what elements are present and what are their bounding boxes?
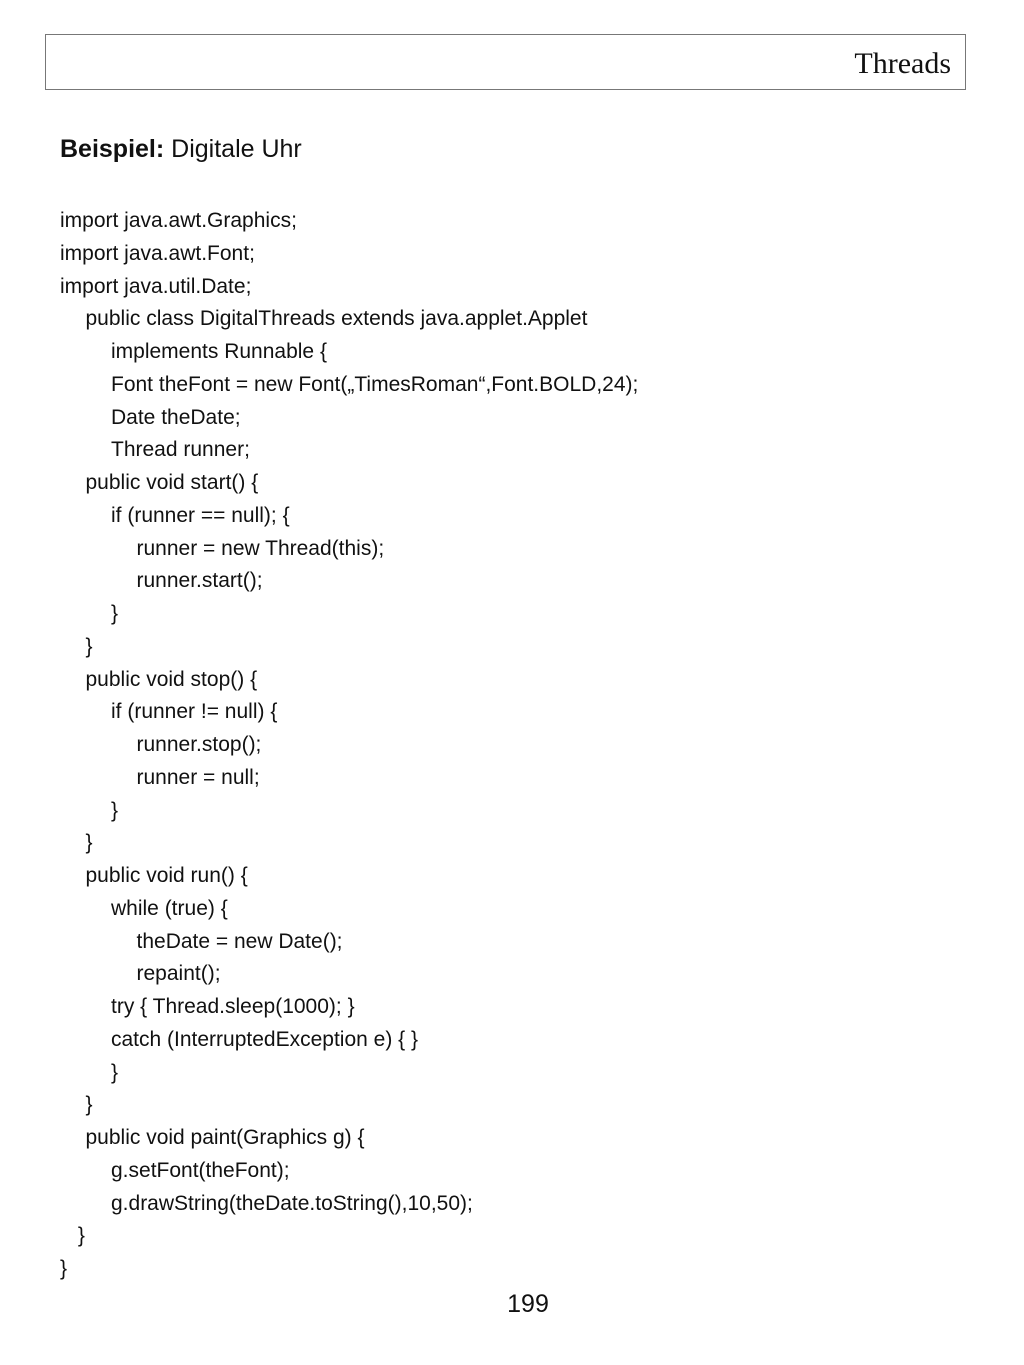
code-line: import java.awt.Font; — [60, 241, 255, 265]
code-line: runner.start(); — [136, 569, 263, 593]
code-line: } — [77, 1224, 85, 1248]
code-line: } — [85, 1093, 93, 1117]
page-number: 199 — [507, 1290, 549, 1318]
slide-heading — [60, 132, 302, 166]
code-line: } — [111, 798, 119, 822]
header-title: Threads — [854, 47, 951, 80]
code-line: public void run() { — [85, 864, 248, 887]
code-line: runner = new Thread(this); — [136, 536, 385, 560]
code-line: if (runner != null) { — [111, 700, 278, 724]
code-line: } — [111, 1060, 119, 1084]
code-line: runner = null; — [136, 765, 260, 789]
code-line: } — [111, 602, 119, 625]
code-line: catch (InterruptedException e) { } — [111, 1027, 419, 1051]
code-listing — [60, 205, 638, 1286]
code-line: if (runner == null); { — [111, 503, 290, 527]
code-line: g.drawString(theDate.toString(),10,50); — [111, 1191, 473, 1215]
code-line: Date theDate; — [111, 405, 241, 429]
code-line: import java.awt.Graphics; — [60, 209, 297, 232]
code-line: public void start() { — [85, 471, 259, 494]
code-line: } — [60, 1257, 68, 1280]
code-line: implements Runnable { — [111, 340, 327, 363]
code-line: public void stop() { — [85, 667, 258, 691]
code-line: Thread runner; — [111, 438, 250, 462]
code-line: Font theFont = new Font(„TimesRoman“,Font.BOLD,24); — [111, 372, 639, 396]
code-line: } — [85, 634, 93, 658]
code-line: public void paint(Graphics g) { — [85, 1126, 365, 1149]
code-line: runner.stop(); — [136, 733, 262, 756]
code-line: while (true) { — [111, 896, 228, 920]
code-line: try { Thread.sleep(1000); } — [111, 995, 355, 1018]
code-line: public class DigitalThreads extends java.applet.Applet — [85, 307, 588, 331]
code-line: } — [85, 831, 93, 855]
code-line: repaint(); — [136, 962, 221, 986]
code-line: theDate = new Date(); — [136, 929, 343, 953]
code-line: g.setFont(theFont); — [111, 1158, 290, 1182]
heading-label: Beispiel: — [60, 135, 165, 163]
heading-text: Digitale Uhr — [164, 135, 302, 163]
slide-header — [45, 34, 966, 90]
code-line: import java.util.Date; — [60, 274, 252, 298]
